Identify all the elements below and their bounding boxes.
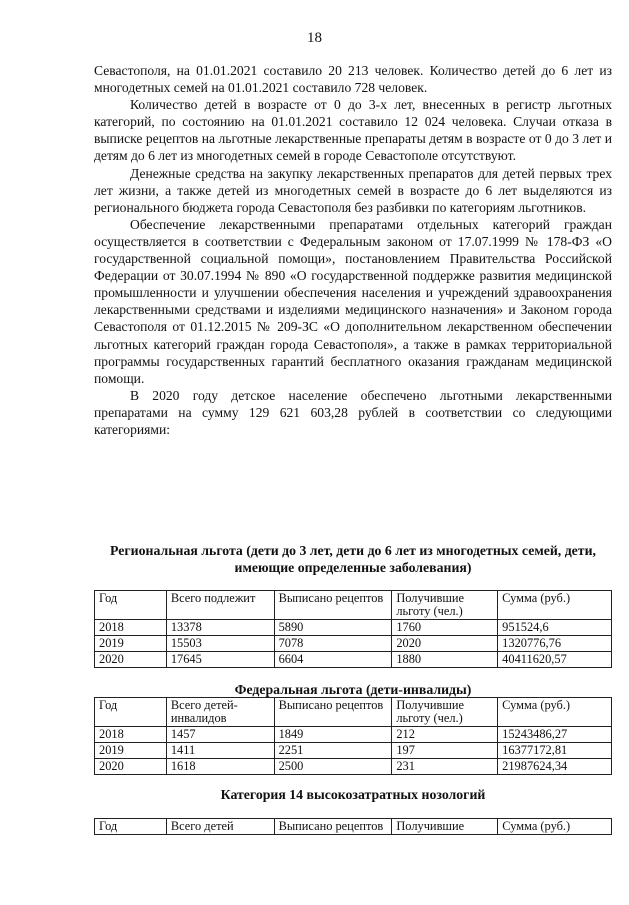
cell: 1457 [166,727,274,743]
body-text [94,62,612,438]
header-cell: Год [95,819,167,835]
cell: 1618 [166,759,274,775]
table-header-row [95,698,612,727]
cell: 40411620,57 [498,652,612,668]
header-cell: Получившие льготу (чел.) [392,698,498,727]
page-number: 18 [307,30,322,46]
cell: 1760 [392,620,498,636]
cell: 1849 [274,727,392,743]
header-cell: Всего подлежит [166,591,274,620]
cell: 21987624,34 [498,759,612,775]
cell: 2500 [274,759,392,775]
cell: 6604 [274,652,392,668]
header-cell: Сумма (руб.) [498,591,612,620]
cell: 1411 [166,743,274,759]
cell: 1320776,76 [498,636,612,652]
table-title-nosology: Категория 14 высокозатратных нозологий [220,787,486,802]
table-row [95,620,612,636]
cell: 2020 [95,652,167,668]
paragraph: В 2020 году детское население обеспечено льготными лекарственными препаратами на сумму 129 621 603,28 рублей в соответствии со следующими категориями: [94,387,612,437]
cell: 7078 [274,636,392,652]
cell: 2019 [95,743,167,759]
header-cell: Год [95,698,167,727]
cell: 17645 [166,652,274,668]
cell: 2020 [95,759,167,775]
header-cell: Год [95,591,167,620]
table-row [95,636,612,652]
header-cell: Сумма (руб.) [498,698,612,727]
cell: 2019 [95,636,167,652]
header-cell: Всего детей-инвалидов [166,698,274,727]
cell: 2018 [95,620,167,636]
table-row [95,727,612,743]
header-cell: Всего детей [166,819,274,835]
cell: 2018 [95,727,167,743]
cell: 951524,6 [498,620,612,636]
table-row [95,759,612,775]
header-cell: Сумма (руб.) [498,819,612,835]
cell: 197 [392,743,498,759]
cell: 5890 [274,620,392,636]
paragraph: Севастополя, на 01.01.2021 составило 20 213 человек. Количество детей до 6 лет из многодетных семей на 01.01.2021 составило 728 человек. [94,63,612,96]
table-header-row [95,591,612,620]
header-cell: Выписано рецептов [274,591,392,620]
header-cell: Получившие льготу (чел.) [392,591,498,620]
cell: 13378 [166,620,274,636]
paragraph: Обеспечение лекарственными препаратами отдельных категорий граждан осуществляется в соответствии с Федеральным законом от 17.07.1999 № 178-ФЗ «О государственной социальной помощи», постановлением Правительства Российской Федерации от 30.07.1994 № 890 «О государственной поддержке развития медицинской промышленности и улучшении обеспечения населения и учреждений здравоохранения лекарственными средствами и изделиями медицинского назначения» и Законом города Севастополя от 01.12.2015 № 209-ЗС «О дополнительном лекарственном обеспечении льготных категорий граждан города Севастополя», а также в рамках территориальной программы государственных гарантий бесплатного оказания гражданам медицинской помощи. [94,216,612,386]
table-regional [94,590,612,668]
table-nosology [94,818,612,835]
table-federal [94,697,612,775]
table-row [95,652,612,668]
cell: 231 [392,759,498,775]
cell: 15243486,27 [498,727,612,743]
cell: 16377172,81 [498,743,612,759]
table-row [95,743,612,759]
table-header-row [95,819,612,835]
table-title-regional: Региональная льгота (дети до 3 лет, дети до 6 лет из многодетных семей, дети, имеющие определенные заболевания) [110,543,596,575]
table-title-federal: Федеральная льгота (дети-инвалиды) [234,682,472,697]
cell: 15503 [166,636,274,652]
cell: 2020 [392,636,498,652]
header-cell: Выписано рецептов [274,819,392,835]
cell: 2251 [274,743,392,759]
cell: 212 [392,727,498,743]
paragraph: Количество детей в возрасте от 0 до 3-х лет, внесенных в регистр льготных категорий, по состоянию на 01.01.2021 составило 12 024 человека. Случаи отказа в выписке рецептов на льготные лекарственные препараты детям в возрасте от 0 до 3 лет и детям до 6 лет из многодетных семей в городе Севастополе отсутствуют. [94,97,612,164]
paragraph: Денежные средства на закупку лекарственных препаратов для детей первых трех лет жизни, а также детей из многодетных семей в возрасте до 6 лет выделяются из регионального бюджета города Севастополя без разбивки по категориям льготников. [94,165,612,215]
header-cell: Получившие [392,819,498,835]
header-cell: Выписано рецептов [274,698,392,727]
cell: 1880 [392,652,498,668]
